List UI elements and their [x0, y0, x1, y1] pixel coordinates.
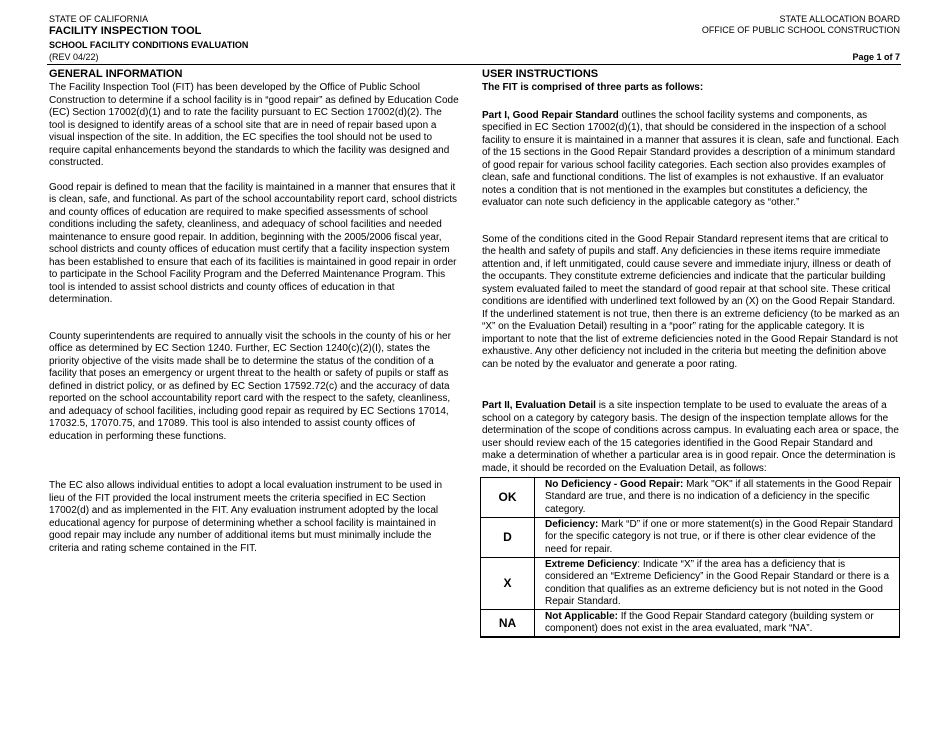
general-information-heading: GENERAL INFORMATION — [49, 68, 183, 80]
header-right — [702, 14, 900, 63]
form-subtitle: SCHOOL FACILITY CONDITIONS EVALUATION — [49, 40, 249, 50]
part-2-paragraph — [482, 400, 900, 475]
part-1-paragraph — [482, 110, 900, 210]
instructions-intro: The FIT is comprised of three parts as follows: — [482, 82, 704, 93]
legend-description: Deficiency: Mark “D” if one or more statement(s) in the Good Repair Standard for the specific category is not true, or if there is other clear evidence of the need for repair. — [535, 518, 900, 558]
legend-row-na — [481, 610, 900, 638]
page-number: Page 1 of 7 — [852, 52, 900, 62]
user-instructions-heading: USER INSTRUCTIONS — [482, 68, 599, 80]
form-title: FACILITY INSPECTION TOOL — [49, 25, 202, 37]
part-2-text: is a site inspection template to be used to evaluate the areas of a school on a category by category basis. The design of the inspection template allows for the determination of the scope of conditions across campus. In evaluating each area or space, the user should review each of the 15 categories identified in the Good Repair Standard and make a determination of whether a particular area is in good repair. Once the determination is made, it should be recorded on the Evaluation Detail, as follows: — [482, 400, 899, 474]
legend-code: X — [481, 558, 535, 610]
legend-row-ok — [481, 478, 900, 518]
legend-row-x — [481, 558, 900, 610]
legend-code: NA — [481, 610, 535, 638]
part-1-lead: Part I, Good Repair Standard — [482, 109, 619, 121]
revision-label: (REV 04/22) — [49, 52, 99, 62]
user-instructions-section — [482, 68, 900, 638]
legend-description: No Deficiency - Good Repair: Mark "OK" if all statements in the Good Repair Standard are true, and there is no indication of a deficiency in the specific category. — [535, 478, 900, 518]
general-information-section — [49, 68, 459, 555]
header-divider — [47, 64, 901, 65]
legend-code: D — [481, 518, 535, 558]
legend-row-d — [481, 518, 900, 558]
general-paragraph-4: The EC also allows individual entities to adopt a local evaluation instrument to be used in lieu of the FIT provided the local instrument meets the criteria specified in EC Section 17002(d) and as implemented in the FIT. Any evaluation instrument adopted by the local educational agency for purpose of determining whether a school facility is maintained in good repair may include any number of additional items but must minimally include the criteria and rating scheme contained in the FIT. — [49, 480, 443, 554]
board-label: STATE ALLOCATION BOARD — [779, 14, 900, 24]
critical-conditions-paragraph: Some of the conditions cited in the Good Repair Standard represent items that are critical to the health and safety of pupils and staff. Any deficiencies in these items require immediate attention and, if left unmitigated, could cause severe and immediate injury, illness or death of the occupants. They constitute extreme deficiencies and indicate that the particular building system evaluated failed to meet the standard of good repair at that school site. These critical conditions are identified with underlined text followed by an (X) on the Good Repair Standard. If the underlined statement is not true, then there is an extreme deficiency (to be marked as an “X” on the Evaluation Detail) resulting in a “poor” rating for the applicable category. It is important to note that the list of extreme deficiencies noted in the Good Repair Standard is not exhaustive. Any other deficiency not included in the criteria but meeting the definition above can be noted by the evaluator and generate a poor rating. — [482, 233, 900, 370]
general-paragraph-2: Good repair is defined to mean that the facility is maintained in a manner that ensures that it is clean, safe, and functional. As part of the school accountability report card, school districts and county offices of education are required to make specified assessments of school conditions including the safety, cleanliness, and adequacy of school facilities and needed maintenance to ensure good repair. In addition, beginning with the 2005/2006 fiscal year, school districts and county offices of education must certify that a facility inspection system has been established to ensure that each of its facilities is maintained in good repair in order to participate in the School Facility Program and the Deferred Maintenance Program. This tool is intended to assist school districts and county offices of education in that determination. — [49, 181, 457, 305]
header-left — [49, 14, 248, 63]
part-2-lead: Part II, Evaluation Detail — [482, 400, 596, 411]
legend-description: Not Applicable: If the Good Repair Standard category (building system or component) does not exist in the area evaluated, mark “NA”. — [535, 610, 900, 638]
general-paragraph-3: County superintendents are required to annually visit the schools in the county of his or her office as determined by EC Section 1240. Further, EC Section 1240(c)(2)(I), states the priority objective of the visits made shall be to determine the status of the condition of a facility that poses an emergency or urgent threat to the health or safety of pupils or staff as defined in district policy, or as defined by EC Section 17592.72(c) and the accuracy of data reported on the school accountability report card with the respect to the safety, cleanliness, and adequacy of school facilities, including good repair as required by EC Sections 17014, 17032.5, 17070.75, and 17089. This tool is also intended to assist county offices of education in performing these functions. — [49, 330, 451, 442]
legend-description: Extreme Deficiency: Indicate “X” if the area has a deficiency that is considered an “Extreme Deficiency” in the Good Repair Standard or there is a condition that qualifies as an extreme deficiency but is not noted in the Good Repair Standard. — [535, 558, 900, 610]
office-label: OFFICE OF PUBLIC SCHOOL CONSTRUCTION — [701, 25, 900, 35]
state-label: STATE OF CALIFORNIA — [49, 14, 149, 24]
general-paragraph-1: The Facility Inspection Tool (FIT) has been developed by the Office of Public School Construction to determine if a school facility is in “good repair” as defined by Education Code (EC) Section 17002(d)(1) and to rate the facility pursuant to EC Section 17002(d)(2). The tool is designed to identify areas of a school site that are in need of repair based upon a visual inspection of the site. In addition, the EC specifies the tool should not be used to require capital enhancements beyond the standards to which the facility was designed and constructed. — [49, 82, 459, 168]
legend-code: OK — [481, 478, 535, 518]
rating-legend-table — [480, 477, 900, 638]
part-1-text: outlines the school facility systems and components, as specified in EC Section 17002(d)(1), that should be considered in the inspection of a school facility to ensure it is maintained in a manner that assures it is clean, safe and functional. Each of the 15 sections in the Good Repair Standard provides a description of a minimum standard of good repair for various school facility categories. Each section also provides examples of clean, safe and functional conditions. The list of examples is not exhaustive. If an evaluator notes a condition that is not mentioned in the examples but constitutes a deficiency, the evaluator can note such deficiency in the applicable category as “other.” — [482, 109, 899, 208]
